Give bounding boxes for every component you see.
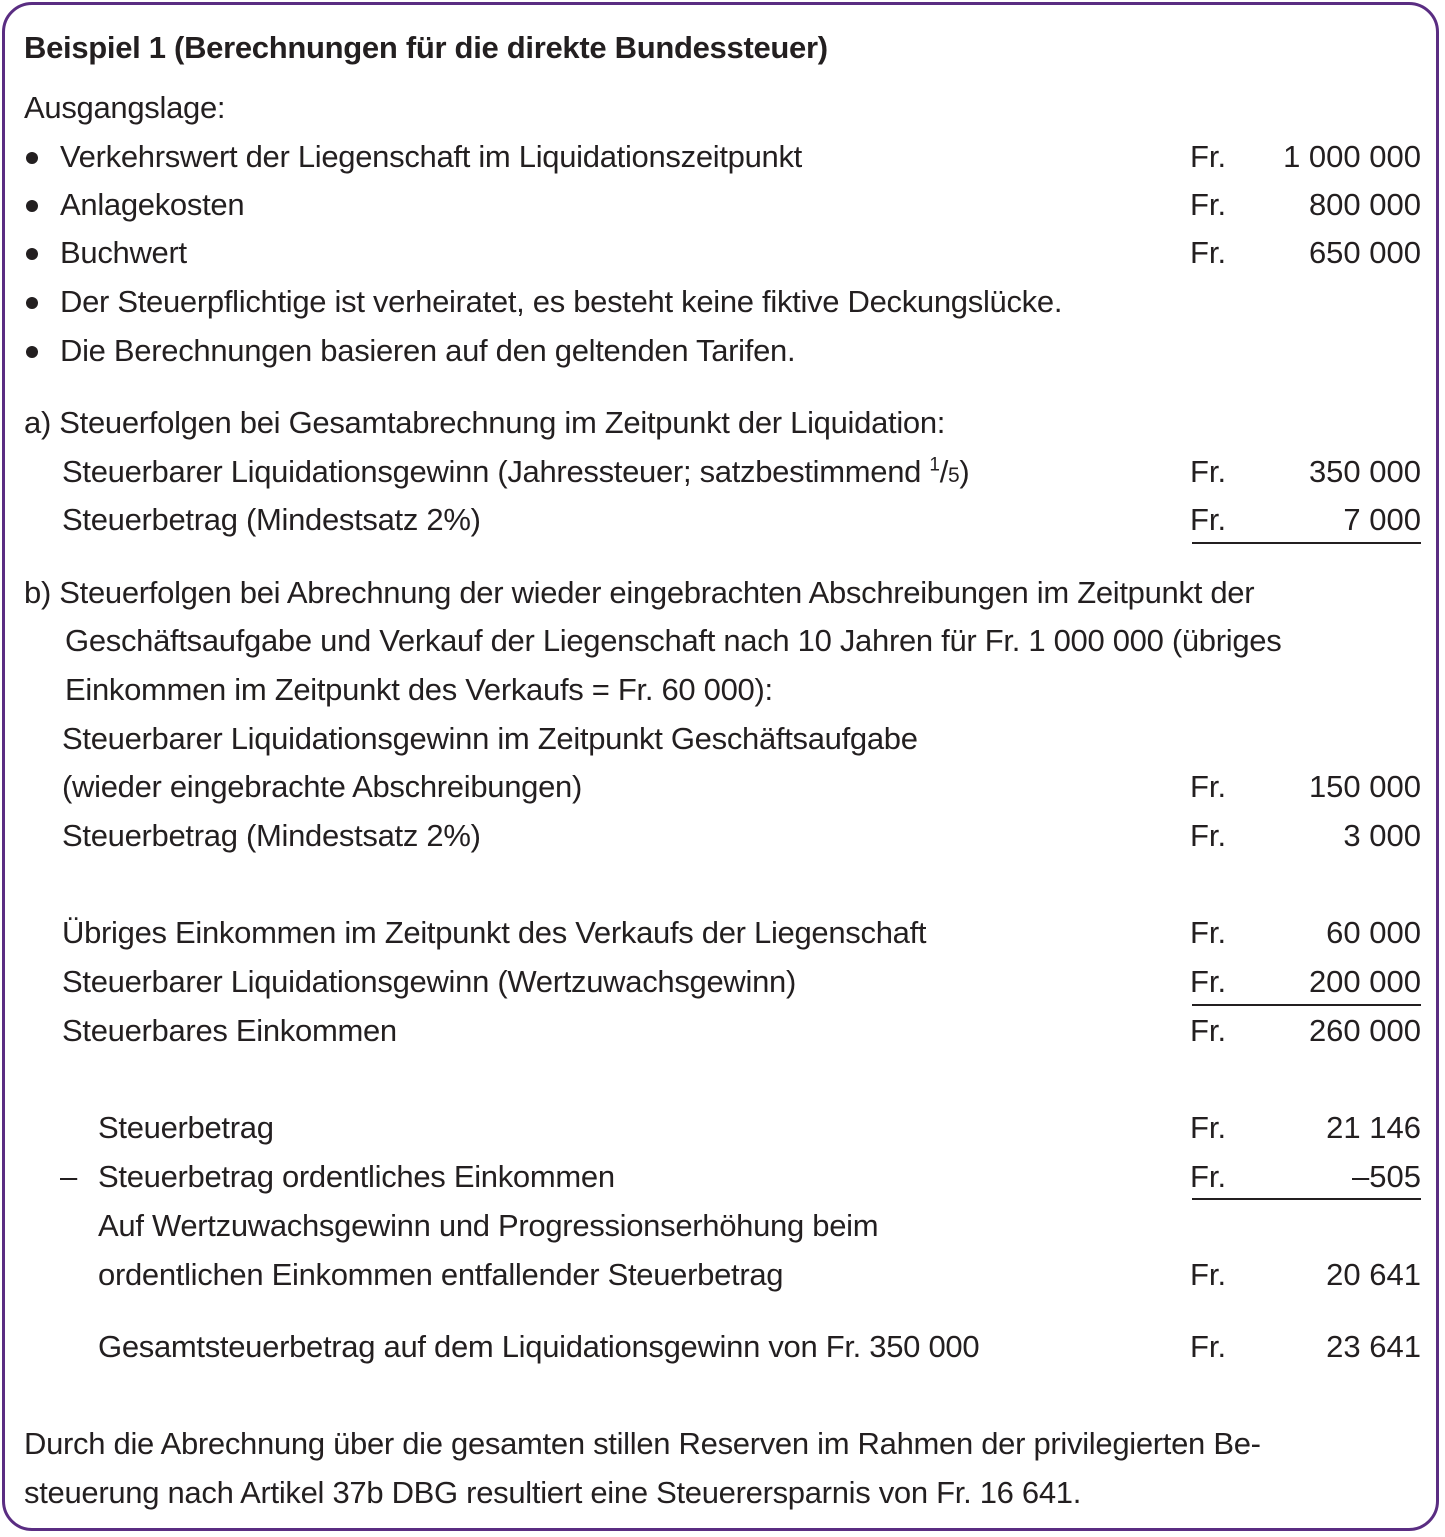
sum-rule [1192,1198,1421,1200]
conclusion-line-2: steuerung nach Artikel 37b DBG resultiert eine Steuerersparnis von Fr. 16 641. [24,1475,1082,1510]
tax1-label: Steuerbetrag (Mindestsatz 2%) [62,818,481,853]
liquidation-label-line-2: (wieder eingebrachte Abschreibungen) [62,769,582,804]
currency-label: Fr. [1190,915,1227,950]
section-a-row-liquidation [62,452,969,496]
income-row-total: Steuerbares Einkommen [62,1013,397,1048]
remaining-label-line-2: ordentlichen Einkommen entfallender Steuerbetrag [98,1257,784,1292]
bullet-icon [26,346,38,358]
row-label-end: ) [959,454,970,489]
remaining-label-line-1: Auf Wertzuwachsgewinn und Progressionserhöhung beim [98,1208,879,1243]
section-b-heading-line-2: Geschäftsaufgabe und Verkauf der Liegenschaft nach 10 Jahren für Fr. 1 000 000 (übriges [65,623,1282,658]
income-row-value: 260 000 [1308,1013,1421,1048]
bullet-icon [26,297,38,309]
tax-row-ordinary: Steuerbetrag ordentliches Einkommen [98,1159,615,1194]
tax1-value: 3 000 [1343,818,1421,853]
tax-row-gross: Steuerbetrag [98,1110,274,1145]
item-value: 800 000 [1308,187,1421,222]
currency-label: Fr. [1190,1329,1227,1364]
item-label: Anlagekosten [60,187,245,222]
tax-row-value: 21 146 [1326,1110,1421,1145]
row-label: Steuerbarer Liquidationsgewinn (Jahressteuer; satzbestimmend [62,454,930,489]
total-value: 23 641 [1326,1329,1421,1364]
section-a-heading: a) Steuerfolgen bei Gesamtabrechnung im Zeitpunkt der Liquidation: [24,405,946,440]
tax-row-value: –505 [1352,1159,1421,1194]
section-a-row-tax: Steuerbetrag (Mindestsatz 2%) [62,502,481,537]
currency-label: Fr. [1190,1110,1227,1145]
total-label: Gesamtsteuerbetrag auf dem Liquidationsgewinn von Fr. 350 000 [98,1329,980,1364]
fraction-numerator: 1 [929,454,940,476]
currency-label: Fr. [1190,187,1227,222]
fraction-slash: / [939,454,949,489]
section-b-heading-line-3: Einkommen im Zeitpunkt des Verkaufs = Fr. 60 000): [65,672,773,707]
row-value: 350 000 [1308,454,1421,489]
bullet-icon [26,248,38,260]
section-b-heading-line-1: b) Steuerfolgen bei Abrechnung der wieder eingebrachten Abschreibungen im Zeitpunkt der [24,575,1255,610]
currency-label: Fr. [1190,769,1227,804]
fraction-denominator: 5 [948,464,960,487]
item-label: Buchwert [60,235,187,270]
income-row-value: 200 000 [1308,964,1421,999]
currency-label: Fr. [1190,818,1227,853]
liquidation-value: 150 000 [1308,769,1421,804]
ausgangslage-heading: Ausgangslage: [24,90,226,125]
sum-rule [1192,1004,1421,1006]
income-row-gain: Steuerbarer Liquidationsgewinn (Wertzuwachsgewinn) [62,964,796,999]
remaining-value: 20 641 [1326,1257,1421,1292]
bullet-icon [26,152,38,164]
currency-label: Fr. [1190,502,1227,537]
currency-label: Fr. [1190,1013,1227,1048]
page-title: Beispiel 1 (Berechnungen für die direkte Bundessteuer) [24,30,828,65]
item-value: 650 000 [1308,235,1421,270]
item-label: Der Steuerpflichtige ist verheiratet, es besteht keine fiktive Deckungslücke. [60,284,1063,319]
item-label: Verkehrswert der Liegenschaft im Liquidationszeitpunkt [60,139,802,174]
currency-label: Fr. [1190,1159,1227,1194]
currency-label: Fr. [1190,235,1227,270]
row-value: 7 000 [1343,502,1421,537]
sum-rule [1192,542,1421,544]
conclusion-line-1: Durch die Abrechnung über die gesamten stillen Reserven im Rahmen der privilegierten Be- [24,1426,1261,1461]
income-row-other: Übriges Einkommen im Zeitpunkt des Verkaufs der Liegenschaft [62,915,927,950]
currency-label: Fr. [1190,139,1227,174]
currency-label: Fr. [1190,1257,1227,1292]
item-label: Die Berechnungen basieren auf den geltenden Tarifen. [60,333,796,368]
bullet-icon [26,200,38,212]
item-value: 1 000 000 [1283,139,1421,174]
liquidation-label-line-1: Steuerbarer Liquidationsgewinn im Zeitpunkt Geschäftsaufgabe [62,721,918,756]
currency-label: Fr. [1190,964,1227,999]
minus-sign: – [60,1159,77,1194]
currency-label: Fr. [1190,454,1227,489]
income-row-value: 60 000 [1326,915,1421,950]
